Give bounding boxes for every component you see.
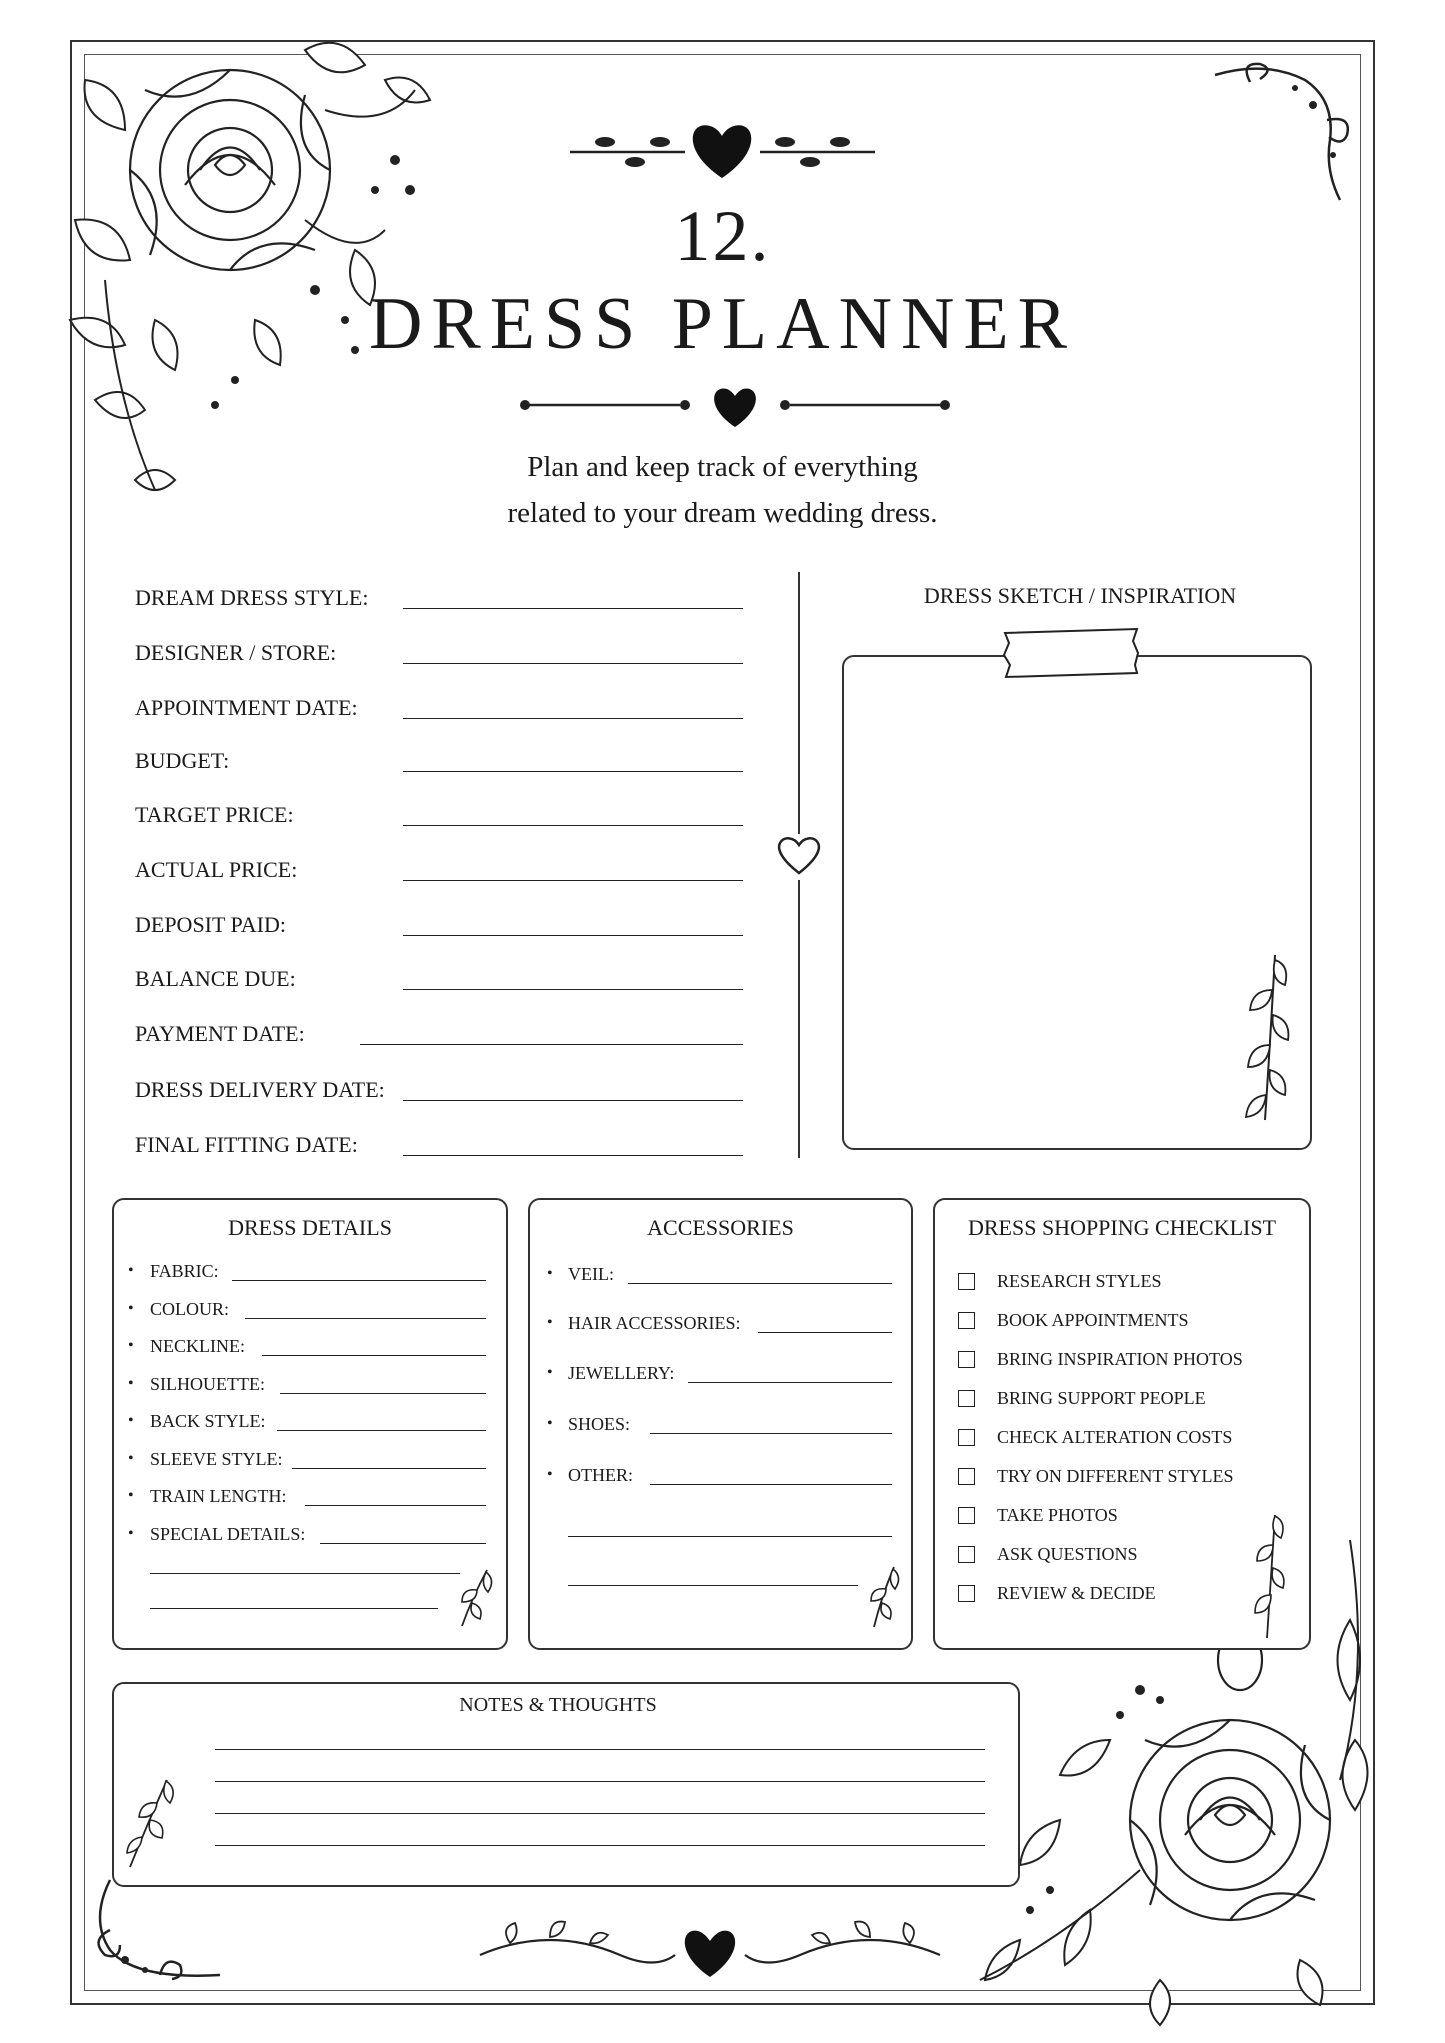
field-input-payment-date[interactable] (360, 1044, 743, 1045)
dress-details-title: DRESS DETAILS (228, 1215, 392, 1240)
field-label-final-fitting-date: FINAL FITTING DATE: (135, 1132, 358, 1157)
detail-label-colour: COLOUR: (150, 1299, 230, 1319)
field-input-dream-dress-style[interactable] (403, 608, 743, 609)
leaf-sprig-icon (1245, 1510, 1295, 1640)
accessory-extra-line[interactable] (568, 1585, 858, 1586)
subtitle (0, 444, 1445, 536)
leaf-sprig-icon (1230, 945, 1300, 1125)
bullet-icon: • (128, 1300, 134, 1317)
detail-input-silhouette[interactable] (280, 1393, 486, 1394)
checklist-item-review-decide: REVIEW & DECIDE (997, 1583, 1156, 1603)
field-label-balance-due: BALANCE DUE: (135, 966, 296, 991)
detail-label-fabric: FABRIC: (150, 1261, 219, 1281)
bullet-icon: • (128, 1412, 134, 1429)
field-label-target-price: TARGET PRICE: (135, 802, 294, 827)
accessories-title: ACCESSORIES (647, 1215, 794, 1240)
subtitle-line-2: related to your dream wedding dress. (507, 497, 938, 529)
bullet-icon: • (128, 1487, 134, 1504)
sketch-title: DRESS SKETCH / INSPIRATION (923, 583, 1237, 608)
accessory-input-other[interactable] (650, 1484, 892, 1485)
field-label-appointment-date: APPOINTMENT DATE: (135, 695, 358, 720)
divider-line-top (798, 572, 800, 834)
field-label-actual-price: ACTUAL PRICE: (135, 857, 298, 882)
bullet-icon: • (128, 1450, 134, 1467)
flourish-icon (1205, 60, 1355, 210)
detail-input-back-style[interactable] (277, 1430, 486, 1431)
accessory-label-other: OTHER: (568, 1465, 633, 1485)
bullet-icon: • (547, 1415, 553, 1432)
checklist-item-take-photos: TAKE PHOTOS (997, 1505, 1118, 1525)
checklist-item-ask-questions: ASK QUESTIONS (997, 1544, 1138, 1564)
checklist-item-bring-support-people: BRING SUPPORT PEOPLE (997, 1388, 1206, 1408)
checkbox-book-appointments[interactable] (958, 1312, 975, 1329)
notes-line[interactable] (215, 1749, 985, 1750)
field-label-deposit-paid: DEPOSIT PAID: (135, 912, 286, 937)
accessory-label-veil: VEIL: (568, 1264, 614, 1284)
heart-icon (560, 120, 885, 180)
bullet-icon: • (128, 1525, 134, 1542)
detail-label-train-length: TRAIN LENGTH: (150, 1486, 287, 1506)
detail-label-special-details: SPECIAL DETAILS: (150, 1524, 306, 1544)
field-input-designer-store[interactable] (403, 663, 743, 664)
heart-icon (520, 385, 950, 430)
detail-input-neckline[interactable] (262, 1355, 486, 1356)
heart-icon (470, 1915, 950, 1985)
bullet-icon: • (547, 1466, 553, 1483)
checkbox-review-decide[interactable] (958, 1585, 975, 1602)
field-input-actual-price[interactable] (403, 880, 743, 881)
detail-input-train-length[interactable] (305, 1505, 486, 1506)
checklist-item-bring-inspiration-photos: BRING INSPIRATION PHOTOS (997, 1349, 1243, 1369)
checkbox-research-styles[interactable] (958, 1273, 975, 1290)
field-label-designer-store: DESIGNER / STORE: (135, 640, 337, 665)
checkbox-take-photos[interactable] (958, 1507, 975, 1524)
detail-extra-line[interactable] (150, 1573, 460, 1574)
checkbox-bring-inspiration-photos[interactable] (958, 1351, 975, 1368)
checklist-item-book-appointments: BOOK APPOINTMENTS (997, 1310, 1189, 1330)
checkbox-ask-questions[interactable] (958, 1546, 975, 1563)
leaf-sprig-icon (452, 1568, 497, 1628)
flourish-icon (90, 1880, 240, 2000)
leaf-sprig-icon (122, 1775, 182, 1870)
checklist-item-try-on-different-styles: TRY ON DIFFERENT STYLES (997, 1466, 1234, 1486)
accessory-extra-line[interactable] (568, 1536, 892, 1537)
field-input-target-price[interactable] (403, 825, 743, 826)
detail-label-neckline: NECKLINE: (150, 1336, 245, 1356)
notes-line[interactable] (215, 1845, 985, 1846)
bullet-icon: • (547, 1364, 553, 1381)
field-label-dress-delivery-date: DRESS DELIVERY DATE: (135, 1077, 385, 1102)
accessory-label-shoes: SHOES: (568, 1414, 631, 1434)
detail-input-sleeve-style[interactable] (292, 1468, 486, 1469)
checkbox-bring-support-people[interactable] (958, 1390, 975, 1407)
detail-label-back-style: BACK STYLE: (150, 1411, 266, 1431)
detail-label-silhouette: SILHOUETTE: (150, 1374, 265, 1394)
field-input-final-fitting-date[interactable] (403, 1155, 743, 1156)
accessory-input-veil[interactable] (628, 1283, 892, 1284)
detail-input-special-details[interactable] (320, 1543, 486, 1544)
checkbox-check-alteration-costs[interactable] (958, 1429, 975, 1446)
accessory-label-jewellery: JEWELLERY: (568, 1363, 675, 1383)
checkbox-try-on-different-styles[interactable] (958, 1468, 975, 1485)
accessory-input-shoes[interactable] (650, 1433, 892, 1434)
detail-input-fabric[interactable] (232, 1280, 486, 1281)
checklist-item-research-styles: RESEARCH STYLES (997, 1271, 1162, 1291)
field-label-budget: BUDGET: (135, 748, 230, 773)
field-input-appointment-date[interactable] (403, 718, 743, 719)
bullet-icon: • (128, 1375, 134, 1392)
field-label-dream-dress-style: DREAM DRESS STYLE: (135, 585, 369, 610)
page-number: 12. (674, 196, 771, 276)
subtitle-line-1: Plan and keep track of everything (527, 451, 918, 483)
leaf-sprig-icon (862, 1565, 907, 1630)
notes-title: NOTES & THOUGHTS (459, 1694, 657, 1716)
notes-line[interactable] (215, 1813, 985, 1814)
field-input-dress-delivery-date[interactable] (403, 1100, 743, 1101)
field-label-payment-date: PAYMENT DATE: (135, 1021, 305, 1046)
accessory-input-jewellery[interactable] (688, 1382, 892, 1383)
detail-input-colour[interactable] (245, 1318, 486, 1319)
bullet-icon: • (128, 1337, 134, 1354)
accessory-label-hair-accessories: HAIR ACCESSORIES: (568, 1313, 741, 1333)
tape-icon (1000, 625, 1142, 680)
notes-line[interactable] (215, 1781, 985, 1782)
field-input-deposit-paid[interactable] (403, 935, 743, 936)
checklist-item-check-alteration-costs: CHECK ALTERATION COSTS (997, 1427, 1233, 1447)
bullet-icon: • (128, 1262, 134, 1279)
detail-label-sleeve-style: SLEEVE STYLE: (150, 1449, 283, 1469)
bullet-icon: • (547, 1265, 553, 1282)
checklist-title: DRESS SHOPPING CHECKLIST (967, 1215, 1277, 1240)
divider-line-bottom (798, 880, 800, 1158)
detail-extra-line[interactable] (150, 1608, 438, 1609)
bullet-icon: • (547, 1314, 553, 1331)
page-title: DRESS PLANNER (368, 283, 1077, 365)
field-input-balance-due[interactable] (403, 989, 743, 990)
heart-outline-icon (776, 835, 822, 877)
accessory-input-hair-accessories[interactable] (758, 1332, 892, 1333)
field-input-budget[interactable] (403, 771, 743, 772)
